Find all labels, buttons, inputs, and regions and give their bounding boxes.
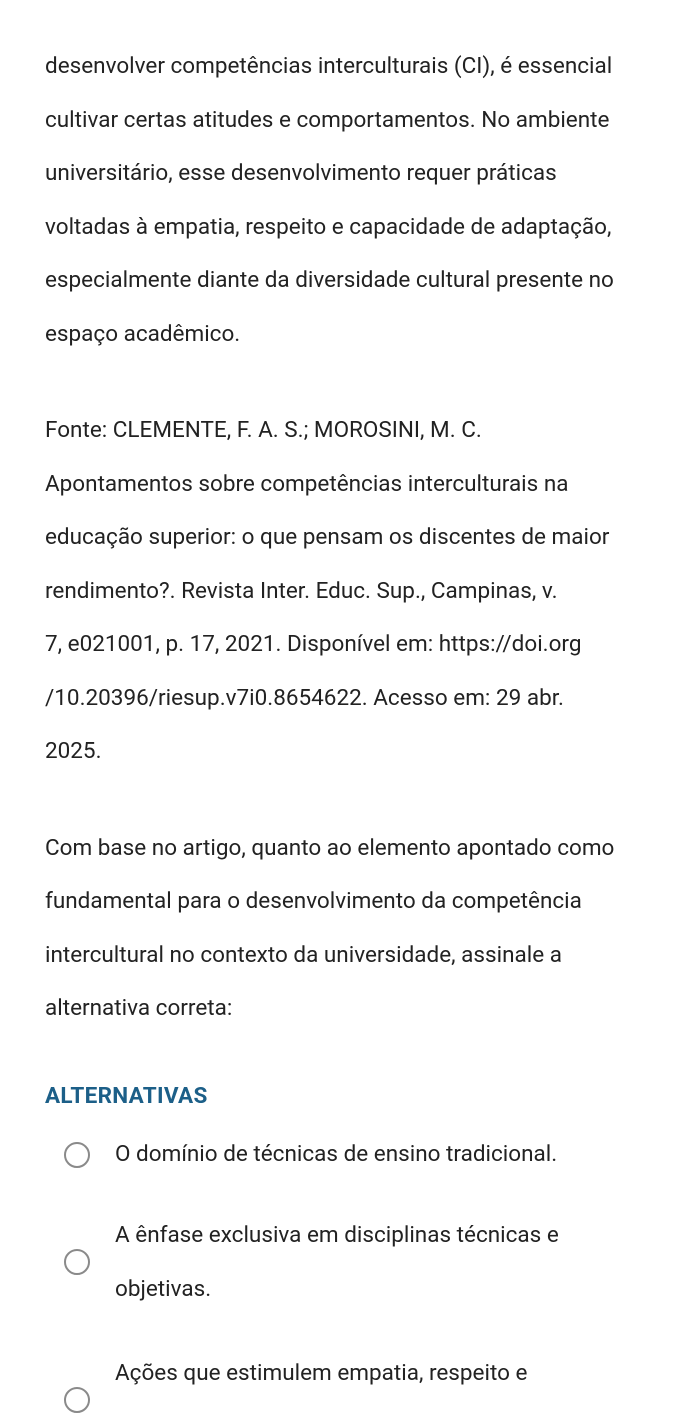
- alternative-option-b[interactable]: [45, 1209, 694, 1316]
- intro-paragraph: [45, 40, 694, 361]
- alternatives-heading: ALTERNATIVAS: [45, 1082, 208, 1109]
- alternative-option-c[interactable]: [45, 1347, 694, 1401]
- radio-unselected-icon[interactable]: [64, 1249, 90, 1275]
- source-citation: [45, 404, 694, 779]
- question-prompt: [45, 822, 694, 1036]
- source-line: rendimento?. Revista Inter. Educ. Sup., Campinas, v.: [45, 577, 558, 604]
- alternative-text: O domínio de técnicas de ensino tradicional.: [115, 1140, 558, 1167]
- source-line: Apontamentos sobre competências interculturais na: [45, 470, 569, 497]
- intro-line: especialmente diante da diversidade cultural presente no: [45, 267, 614, 293]
- question-line: fundamental para o desenvolvimento da competência: [45, 888, 582, 914]
- intro-line: espaço acadêmico.: [45, 320, 241, 347]
- intro-line: cultivar certas atitudes e comportamentos. No ambiente: [45, 106, 610, 133]
- source-line: 2025.: [45, 738, 102, 764]
- source-line: Fonte: CLEMENTE, F. A. S.; MOROSINI, M. C.: [45, 417, 482, 443]
- alternative-text: objetivas.: [115, 1275, 212, 1302]
- question-content: [45, 40, 694, 1401]
- alternatives-list: [45, 1128, 694, 1401]
- source-line: /10.20396/riesup.v7i0.8654622. Acesso em: 29 abr.: [45, 684, 564, 711]
- alternative-option-a[interactable]: [45, 1128, 694, 1182]
- intro-line: desenvolver competências interculturais (CI), é essencial: [45, 53, 613, 79]
- radio-unselected-icon[interactable]: [64, 1387, 90, 1413]
- question-line: Com base no artigo, quanto ao elemento apontado como: [45, 834, 615, 861]
- source-line: 7, e021001, p. 17, 2021. Disponível em: https://doi.org: [45, 631, 582, 657]
- question-line: intercultural no contexto da universidade, assinale a: [45, 941, 562, 968]
- question-line: alternativa correta:: [45, 995, 233, 1021]
- alternative-text: Ações que estimulem empatia, respeito e: [115, 1360, 528, 1386]
- intro-line: universitário, esse desenvolvimento requer práticas: [45, 160, 557, 186]
- radio-unselected-icon[interactable]: [64, 1142, 90, 1168]
- intro-line: voltadas à empatia, respeito e capacidade de adaptação,: [45, 213, 612, 240]
- source-line: educação superior: o que pensam os discentes de maior: [45, 524, 610, 550]
- alternative-text: A ênfase exclusiva em disciplinas técnicas e: [115, 1222, 559, 1248]
